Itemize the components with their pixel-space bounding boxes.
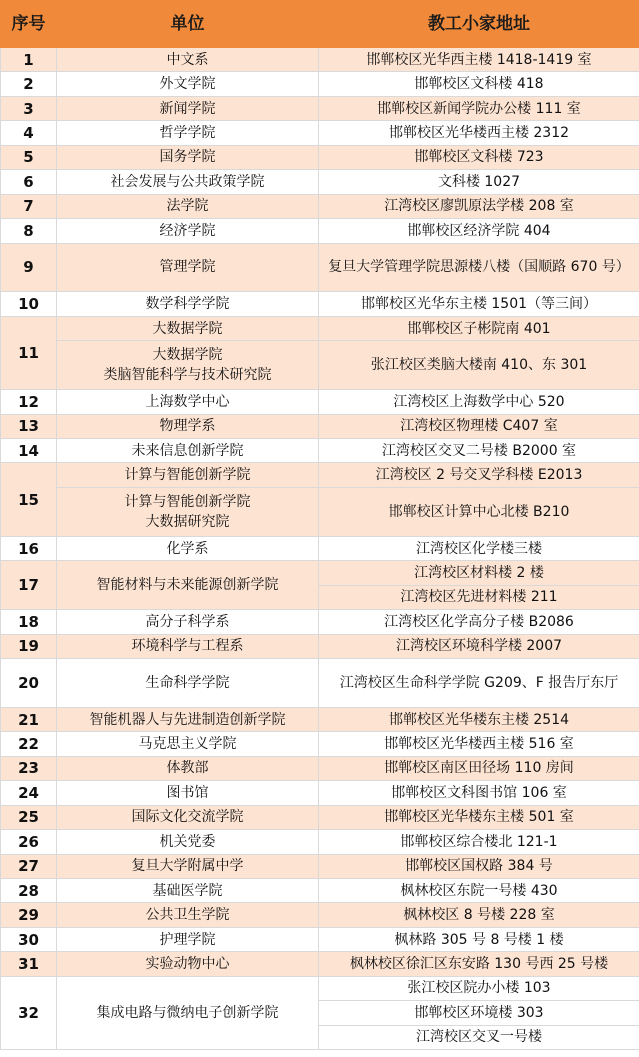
table-row (1, 952, 639, 976)
address-cell: 枫林校区徐汇区东安路 130 号西 25 号楼 (319, 952, 639, 976)
address-cell: 邯郸校区光华楼东主楼 2514 (319, 707, 639, 731)
address-cell: 张江校区院办小楼 103 (319, 976, 639, 1000)
table-row (1, 48, 639, 72)
table-row (1, 292, 639, 316)
unit-line: 大数据学院 (152, 347, 223, 364)
unit-cell (57, 439, 319, 463)
table-row (1, 707, 639, 731)
address-cell: 江湾校区化学高分子楼 B2086 (319, 610, 639, 634)
address-cell: 江湾校区材料楼 2 楼 (319, 561, 639, 585)
address-cell: 枫林路 305 号 8 号楼 1 楼 (319, 927, 639, 951)
address-cell: 张江校区类脑大楼南 410、东 301 (319, 341, 639, 390)
table-row (1, 903, 639, 927)
row-index: 15 (1, 463, 57, 536)
table-header-row (1, 1, 639, 48)
unit-cell: 智能材料与未来能源创新学院 (57, 561, 319, 610)
address-cell: 邯郸校区光华西主楼 1418-1419 室 (319, 48, 639, 72)
row-index: 30 (1, 927, 57, 951)
row-index: 6 (1, 170, 57, 194)
row-index: 25 (1, 805, 57, 829)
row-index: 14 (1, 439, 57, 463)
unit-cell (57, 658, 319, 707)
row-index: 4 (1, 121, 57, 145)
unit-line: 国务学院 (159, 149, 216, 166)
unit-line: 新闻学院 (159, 100, 216, 117)
row-index: 3 (1, 96, 57, 120)
unit-cell (57, 830, 319, 854)
table-row (1, 658, 639, 707)
unit-line: 上海数学中心 (145, 393, 230, 410)
address-cell: 邯郸校区新闻学院办公楼 111 室 (319, 96, 639, 120)
table-row (1, 634, 639, 658)
unit-cell (57, 927, 319, 951)
address-cell: 江湾校区交叉一号楼 (319, 1025, 639, 1049)
unit-cell (57, 878, 319, 902)
unit-line: 化学系 (166, 540, 209, 557)
table-row (1, 194, 639, 218)
address-cell: 邯郸校区南区田径场 110 房间 (319, 756, 639, 780)
unit-line: 社会发展与公共政策学院 (110, 173, 265, 190)
address-cell: 江湾校区 2 号交叉学科楼 E2013 (319, 463, 639, 487)
row-index: 13 (1, 414, 57, 438)
unit-cell (57, 341, 319, 390)
unit-line: 类脑智能科学与技术研究院 (103, 367, 272, 384)
row-index: 2 (1, 72, 57, 96)
row-index: 21 (1, 707, 57, 731)
table-row (1, 219, 639, 243)
unit-line: 高分子科学系 (145, 613, 230, 630)
unit-cell (57, 805, 319, 829)
address-cell: 邯郸校区子彬院南 401 (319, 316, 639, 340)
table-row (1, 72, 639, 96)
unit-cell (57, 781, 319, 805)
unit-cell (57, 732, 319, 756)
address-cell: 文科楼 1027 (319, 170, 639, 194)
unit-line: 护理学院 (159, 931, 216, 948)
row-index: 27 (1, 854, 57, 878)
row-index: 8 (1, 219, 57, 243)
table-row (1, 927, 639, 951)
address-cell: 邯郸校区综合楼北 121-1 (319, 830, 639, 854)
table-row (1, 463, 639, 487)
unit-cell (57, 96, 319, 120)
address-cell: 江湾校区化学楼三楼 (319, 536, 639, 560)
row-index: 17 (1, 561, 57, 610)
header-address: 教工小家地址 (319, 1, 639, 48)
unit-line: 中文系 (166, 51, 209, 68)
unit-cell (57, 487, 319, 536)
unit-cell (57, 756, 319, 780)
unit-cell (57, 854, 319, 878)
row-index: 7 (1, 194, 57, 218)
table-row (1, 536, 639, 560)
table-row (1, 976, 639, 1000)
table-row (1, 732, 639, 756)
unit-cell (57, 121, 319, 145)
row-index: 20 (1, 658, 57, 707)
unit-line: 公共卫生学院 (145, 907, 230, 924)
address-cell: 邯郸校区文科楼 723 (319, 145, 639, 169)
unit-line: 计算与智能创新学院 (124, 467, 251, 484)
row-index: 28 (1, 878, 57, 902)
unit-cell (57, 634, 319, 658)
address-cell: 邯郸校区文科楼 418 (319, 72, 639, 96)
table-row (1, 145, 639, 169)
table-row (1, 96, 639, 120)
table-row (1, 878, 639, 902)
unit-line: 大数据研究院 (145, 513, 230, 530)
table-row (1, 439, 639, 463)
unit-line: 生命科学学院 (145, 674, 230, 691)
unit-cell (57, 536, 319, 560)
table-row (1, 316, 639, 340)
table-body (1, 48, 639, 1050)
table-row (1, 487, 639, 536)
row-index: 19 (1, 634, 57, 658)
table-row (1, 243, 639, 292)
address-cell: 枫林校区 8 号楼 228 室 (319, 903, 639, 927)
row-index: 29 (1, 903, 57, 927)
unit-cell (57, 145, 319, 169)
address-cell: 邯郸校区光华楼西主楼 2312 (319, 121, 639, 145)
address-cell: 江湾校区环境科学楼 2007 (319, 634, 639, 658)
unit-cell (57, 194, 319, 218)
unit-line: 环境科学与工程系 (131, 638, 244, 655)
unit-line: 管理学院 (159, 259, 216, 276)
unit-line: 法学院 (166, 198, 209, 215)
unit-line: 复旦大学附属中学 (131, 858, 244, 875)
address-cell: 邯郸校区光华楼西主楼 516 室 (319, 732, 639, 756)
address-cell: 江湾校区先进材料楼 211 (319, 585, 639, 609)
unit-line: 智能机器人与先进制造创新学院 (89, 711, 286, 728)
unit-cell (57, 952, 319, 976)
unit-cell (57, 292, 319, 316)
table-row (1, 830, 639, 854)
table-row (1, 805, 639, 829)
table-row (1, 414, 639, 438)
row-index: 26 (1, 830, 57, 854)
unit-line: 计算与智能创新学院 (124, 493, 251, 510)
address-cell: 邯郸校区光华东主楼 1501（等三间） (319, 292, 639, 316)
unit-cell (57, 170, 319, 194)
table-row (1, 170, 639, 194)
table-row (1, 854, 639, 878)
unit-cell (57, 243, 319, 292)
row-index: 11 (1, 316, 57, 389)
table-row (1, 756, 639, 780)
unit-cell (57, 610, 319, 634)
table-row (1, 781, 639, 805)
row-index: 1 (1, 48, 57, 72)
unit-cell (57, 390, 319, 414)
row-index: 24 (1, 781, 57, 805)
address-cell: 邯郸校区经济学院 404 (319, 219, 639, 243)
row-index: 23 (1, 756, 57, 780)
row-index: 22 (1, 732, 57, 756)
address-cell: 邯郸校区文科图书馆 106 室 (319, 781, 639, 805)
unit-line: 图书馆 (166, 784, 209, 801)
unit-line: 未来信息创新学院 (131, 442, 244, 459)
table-row (1, 121, 639, 145)
address-cell: 枫林校区东院一号楼 430 (319, 878, 639, 902)
row-index: 5 (1, 145, 57, 169)
header-unit: 单位 (57, 1, 319, 48)
row-index: 10 (1, 292, 57, 316)
table-row (1, 610, 639, 634)
row-index: 9 (1, 243, 57, 292)
address-cell: 邯郸校区计算中心北楼 B210 (319, 487, 639, 536)
unit-line: 实验动物中心 (145, 955, 230, 972)
table-row (1, 561, 639, 585)
address-cell: 江湾校区交叉二号楼 B2000 室 (319, 439, 639, 463)
unit-cell (57, 316, 319, 340)
header-index: 序号 (1, 1, 57, 48)
unit-line: 国际文化交流学院 (131, 809, 244, 826)
row-index: 18 (1, 610, 57, 634)
table-row (1, 341, 639, 390)
address-cell: 江湾校区生命科学学院 G209、F 报告厅东厅 (319, 658, 639, 707)
row-index: 31 (1, 952, 57, 976)
address-cell: 邯郸校区光华楼东主楼 501 室 (319, 805, 639, 829)
unit-line: 大数据学院 (152, 320, 223, 337)
unit-line: 机关党委 (159, 833, 216, 850)
row-index: 12 (1, 390, 57, 414)
unit-line: 马克思主义学院 (138, 736, 237, 753)
address-cell: 邯郸校区国权路 384 号 (319, 854, 639, 878)
unit-line: 外文学院 (159, 76, 216, 93)
unit-cell (57, 414, 319, 438)
unit-cell (57, 219, 319, 243)
unit-line: 哲学学院 (159, 125, 216, 142)
unit-line: 体教部 (166, 760, 209, 777)
row-index: 32 (1, 976, 57, 1049)
address-cell: 江湾校区上海数学中心 520 (319, 390, 639, 414)
unit-cell (57, 72, 319, 96)
unit-cell (57, 707, 319, 731)
unit-line: 经济学院 (159, 222, 216, 239)
table-row (1, 390, 639, 414)
address-cell: 江湾校区廖凯原法学楼 208 室 (319, 194, 639, 218)
unit-cell (57, 903, 319, 927)
unit-line: 数学科学学院 (145, 296, 230, 313)
address-cell: 江湾校区物理楼 C407 室 (319, 414, 639, 438)
address-cell: 复旦大学管理学院思源楼八楼（国顺路 670 号） (319, 243, 639, 292)
unit-line: 基础医学院 (152, 882, 223, 899)
address-cell: 邯郸校区环境楼 303 (319, 1001, 639, 1025)
unit-cell: 集成电路与微纳电子创新学院 (57, 976, 319, 1049)
unit-line: 物理学系 (159, 418, 216, 435)
unit-cell (57, 48, 319, 72)
row-index: 16 (1, 536, 57, 560)
unit-cell (57, 463, 319, 487)
